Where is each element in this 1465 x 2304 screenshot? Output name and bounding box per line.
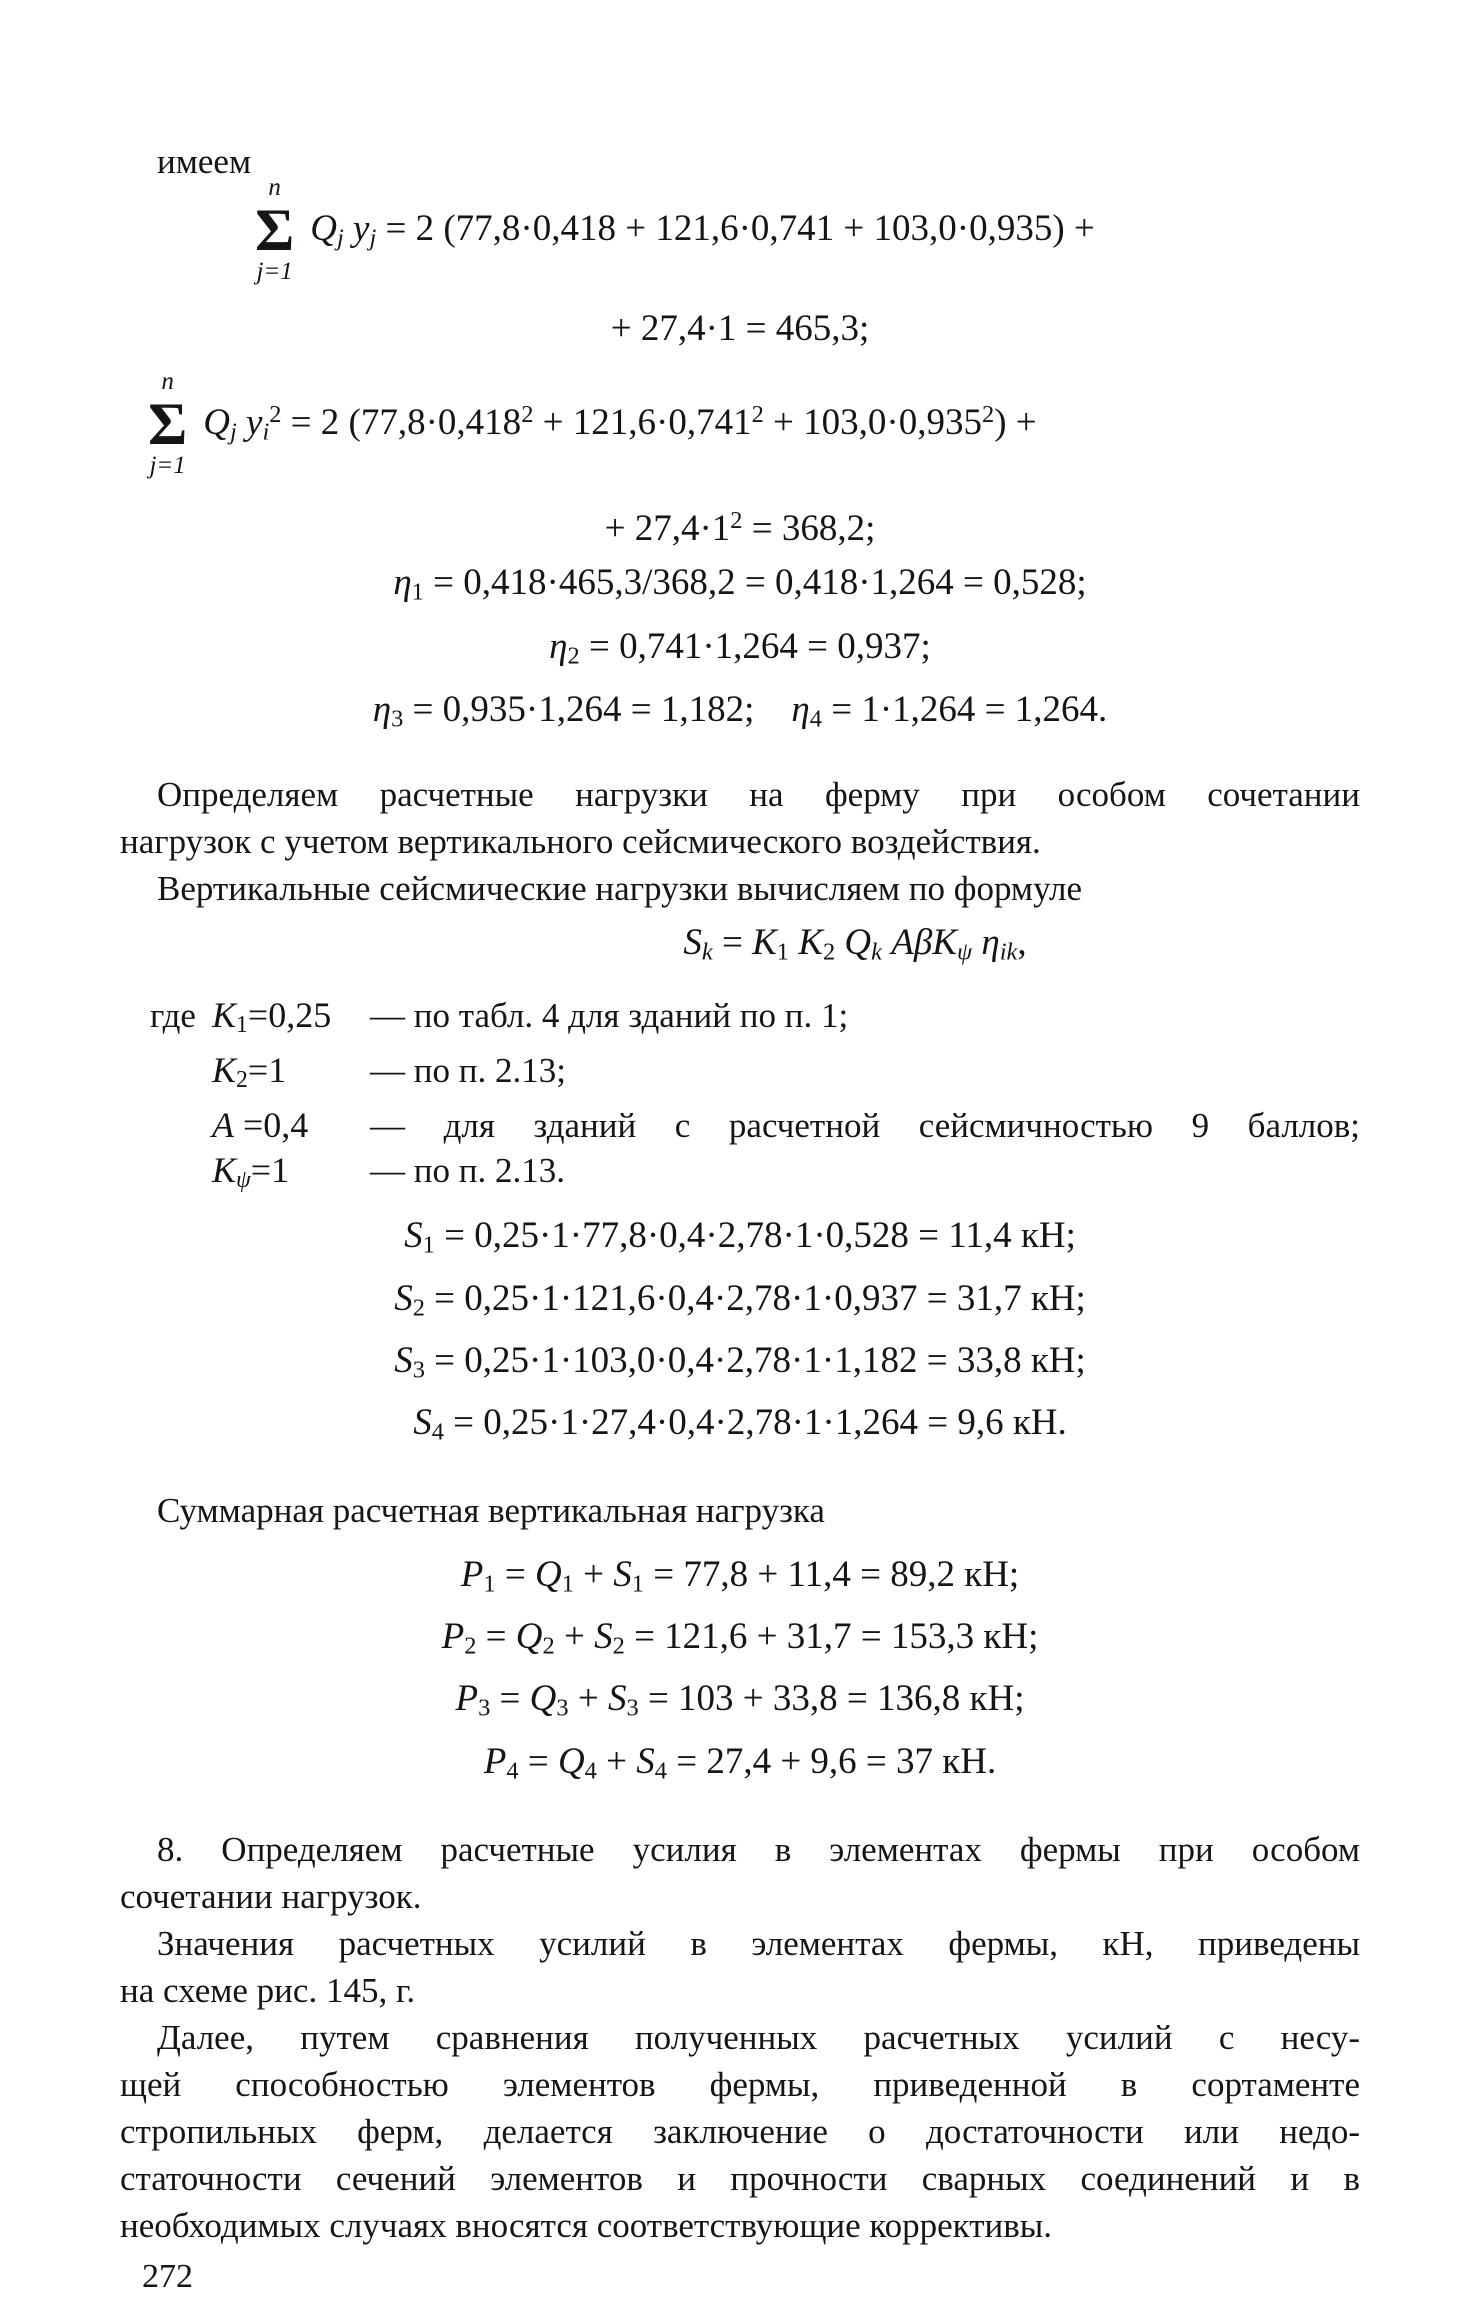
formula-sum-qjyj2 <box>148 369 1360 479</box>
paragraph-line: Определяем расчетные нагрузки на ферму при особом сочетании <box>157 775 1360 815</box>
formula-p1: P1 = Q1 + S1 = 77,8 + 11,4 = 89,2 кН; <box>460 1553 1020 1598</box>
sigma-icon: Σ <box>255 197 295 263</box>
where-var: A =0,4 <box>212 1105 309 1146</box>
formula-s1: S1 = 0,25·1·77,8·0,4·2,78·1·0,528 = 11,4 кН; <box>404 1215 1076 1259</box>
paragraph-line: стропильных ферм, делается заключение о достаточности или недо- <box>120 2112 1360 2152</box>
formula-p4: P4 = Q4 + S4 = 27,4 + 9,6 = 37 кН. <box>483 1740 997 1785</box>
where-list <box>150 993 1360 1204</box>
paragraph-vertical-seismic: Вертикальные сейсмические нагрузки вычисляем по формуле <box>157 869 1083 909</box>
where-row-kpsi <box>150 1148 1360 1203</box>
paragraph-line: сочетании нагрузок. <box>120 1877 422 1917</box>
where-desc: — для зданий с расчетной сейсмичностью 9 баллов; <box>370 1106 1360 1146</box>
intro-line: имеем <box>157 142 252 181</box>
formula-s4: S4 = 0,25·1·27,4·0,4·2,78·1·1,264 = 9,6 кН. <box>413 1402 1067 1446</box>
paragraph-line: щей способностью элементов фермы, приведенной в сортаменте <box>120 2065 1360 2105</box>
formula-sum-qjyj2-cont: + $27,4\cdot 1^2 = 368,2$; <box>604 507 876 550</box>
where-row-a <box>150 1103 1360 1148</box>
where-desc: — по п. 2.13; <box>370 1050 566 1090</box>
formula-sum-qjyj <box>255 175 1360 285</box>
formula-s3: S3 = 0,25·1·103,0·0,4·2,78·1·1,182 = 33,8 кН; <box>394 1340 1086 1384</box>
paragraph-line: статочности сечений элементов и прочности сварных соединений и в <box>120 2159 1360 2199</box>
sum-lower-limit: j=1 <box>256 258 293 285</box>
paragraph-line: Значения расчетных усилий в элементах фермы, кН, приведены <box>157 1924 1360 1964</box>
formula-eta1: η1 = 0,418·465,3/368,2 = 0,418·1,264 = 0,528; <box>393 562 1087 606</box>
paragraph-line: Далее, путем сравнения полученных расчетных усилий с несу- <box>157 2018 1360 2058</box>
where-var: K1=0,25 <box>212 994 332 1038</box>
paragraph-total-load-label: Суммарная расчетная вертикальная нагрузка <box>157 1490 825 1530</box>
paragraph-item8 <box>120 1826 1360 1920</box>
paragraph-line: на схеме рис. 145, г. <box>120 1971 416 2011</box>
where-row-k1 <box>150 993 1360 1048</box>
sum-upper-limit: n <box>268 174 281 201</box>
paragraph-line: необходимых случаях вносятся соответствующие коррективы. <box>120 2206 1053 2246</box>
where-var: K2=1 <box>212 1049 287 1094</box>
formula-p2: P2 = Q2 + S2 = 121,6 + 31,7 = 153,3 кН; <box>441 1616 1039 1660</box>
formula-sk: Sk = K1 K2 Qk AβKψ ηik, <box>683 922 1027 966</box>
paragraph-comparison <box>120 2014 1360 2249</box>
summation-symbol <box>148 369 187 479</box>
sum-lower-limit: j=1 <box>149 452 186 479</box>
formula-body: Qj $yi^2 = 2$ $(77,8\cdot 0,418^2 + 121,6\cdot 0,741^2 + 103,0\cdot 0,935^2)$ + <box>203 401 1037 446</box>
formula-eta2: η2 = 0,741·1,264 = 0,937; <box>549 625 931 669</box>
s-formulas-block <box>120 1209 1360 1458</box>
where-desc: — по табл. 4 для зданий по п. 1; <box>370 995 849 1035</box>
page-number: 272 <box>142 2258 193 2296</box>
sum-upper-limit: n <box>161 368 174 395</box>
sigma-icon: Σ <box>148 391 188 457</box>
formula-body: Qj yj = 2 (77,8·0,418 + 121,6·0,741 + 103,0·0,935) + <box>310 208 1095 252</box>
paragraph-line: нагрузок с учетом вертикального сейсмического воздействия. <box>120 822 1041 862</box>
formula-sum-qjyj-cont: + 27,4·1 = 465,3; <box>610 308 870 349</box>
paragraph-values <box>120 1920 1360 2014</box>
paragraph-line: 8. Определяем расчетные усилия в элементах фермы при особом <box>157 1830 1360 1870</box>
formula-s2: S2 = 0,25·1·121,6·0,4·2,78·1·0,937 = 31,7 кН; <box>394 1277 1086 1322</box>
where-lead: где <box>150 995 196 1035</box>
formula-p3: P3 = Q3 + S3 = 103 + 33,8 = 136,8 кН; <box>455 1678 1025 1722</box>
paragraph-define-loads <box>120 771 1360 865</box>
where-row-k2 <box>150 1048 1360 1103</box>
summation-symbol <box>255 175 294 285</box>
formula-eta3-eta4: η3 = 0,935·1,264 = 1,182; η4 = 1·1,264 = 1,264. <box>372 688 1108 733</box>
p-formulas-block <box>120 1548 1360 1797</box>
where-var: Kψ=1 <box>212 1150 290 1194</box>
where-desc: — по п. 2.13. <box>370 1151 565 1191</box>
